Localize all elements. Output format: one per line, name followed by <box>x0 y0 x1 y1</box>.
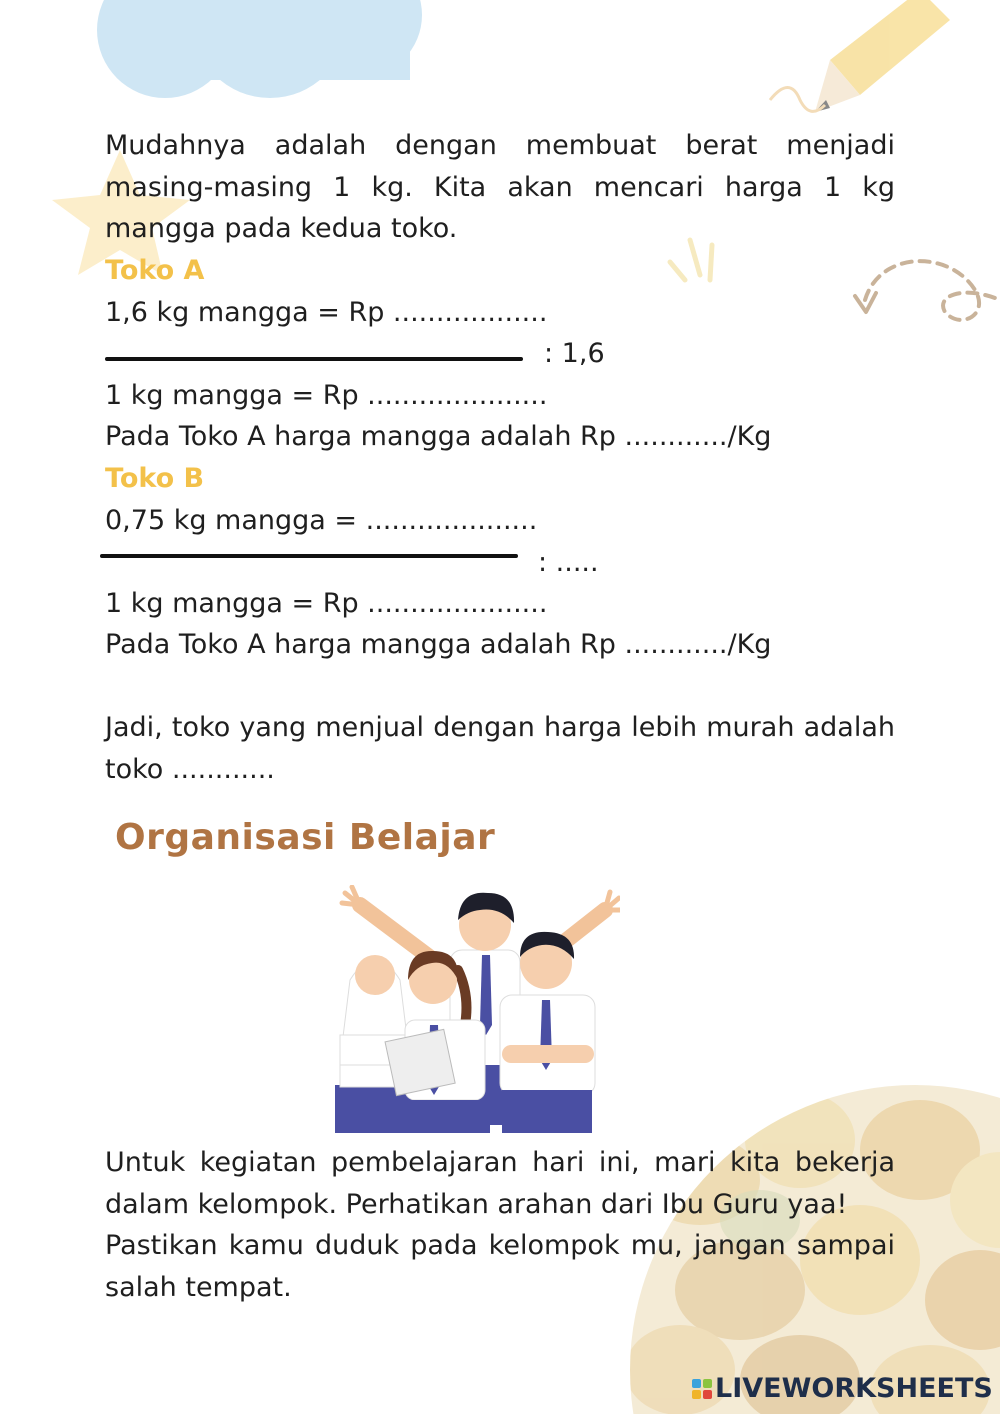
pencil-decoration <box>815 0 950 112</box>
toko-b-line3: Pada Toko A harga mangga adalah Rp ............/Kg <box>105 629 772 660</box>
toko-a-heading: Toko A <box>105 255 205 286</box>
conclusion-paragraph: Jadi, toko yang menjual dengan harga lebih murah adalah toko ............ <box>105 712 895 785</box>
liveworksheets-logo-icon <box>692 1379 712 1399</box>
toko-a-line2: 1 kg mangga = Rp ..................... <box>105 380 548 411</box>
dashed-arrow-decoration <box>865 261 1000 320</box>
closing-paragraph-2: Pastikan kamu duduk pada kelompok mu, jangan sampai salah tempat. <box>105 1230 895 1303</box>
toko-a-line3: Pada Toko A harga mangga adalah Rp ............/Kg <box>105 421 772 452</box>
brand-text: LIVEWORKSHEETS <box>715 1373 993 1404</box>
toko-b-divider-label: : ..... <box>538 547 599 578</box>
toko-a-division-rule <box>105 357 523 361</box>
students-illustration <box>320 885 620 1135</box>
liveworksheets-logo <box>692 1373 993 1404</box>
closing-paragraph-1: Untuk kegiatan pembelajaran hari ini, mari kita bekerja dalam kelompok. Perhatikan arahan dari Ibu Guru yaa! <box>105 1147 895 1220</box>
toko-b-division-rule <box>100 554 518 558</box>
toko-a-divider-label: : 1,6 <box>544 338 605 369</box>
toko-b-heading: Toko B <box>105 463 205 494</box>
section-heading: Organisasi Belajar <box>115 817 496 858</box>
toko-b-line2: 1 kg mangga = Rp ..................... <box>105 588 548 619</box>
toko-b-line1: 0,75 kg mangga = .................... <box>105 505 538 536</box>
cloud-decoration <box>97 0 422 98</box>
intro-paragraph: Mudahnya adalah dengan membuat berat menjadi masing-masing 1 kg. Kita akan mencari harga 1 kg mangga pada kedua toko. <box>105 130 895 244</box>
toko-a-line1: 1,6 kg mangga = Rp .................. <box>105 297 548 328</box>
